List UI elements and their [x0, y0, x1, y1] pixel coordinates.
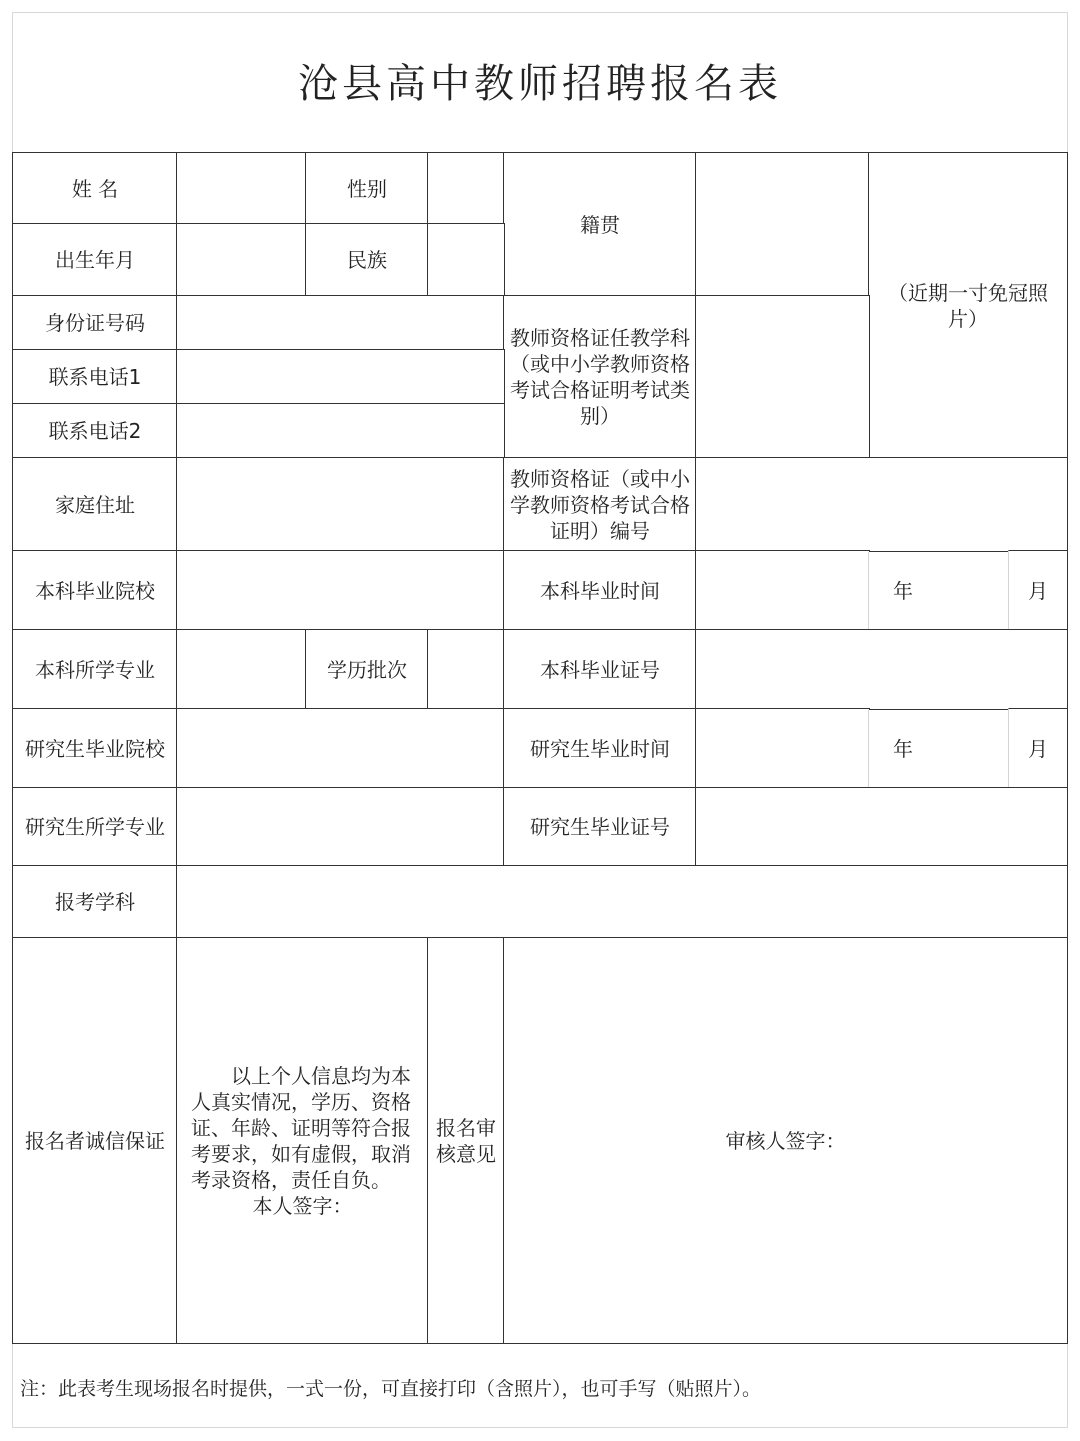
field-address[interactable]: [176, 457, 505, 552]
label-ug-cert-no: 本科毕业证号: [503, 629, 697, 710]
label-review-opinion: 报名审核意见: [427, 937, 505, 1344]
review-area[interactable]: [503, 937, 1068, 1344]
label-ug-grad-time: 本科毕业时间: [503, 550, 697, 631]
field-pg-cert-no[interactable]: [695, 787, 1068, 867]
self-signature-label: 本人签字：: [252, 1193, 353, 1218]
reviewer-signature-label: 审核人签字：: [725, 1128, 846, 1153]
field-cert-number[interactable]: [695, 457, 1068, 552]
label-ug-major: 本科所学专业: [12, 629, 178, 710]
pg-year-label: 年: [868, 710, 938, 787]
label-cert-subject: 教师资格证任教学科（或中小学教师资格考试合格证明考试类别）: [503, 295, 697, 459]
pg-month-label: 月: [1008, 708, 1068, 789]
label-gender: 性别: [305, 152, 429, 225]
label-phone1: 联系电话1: [12, 349, 178, 405]
field-id-number[interactable]: [176, 295, 505, 351]
page-title: 沧县高中教师招聘报名表: [298, 61, 782, 107]
field-pg-grad-year[interactable]: [695, 708, 870, 789]
label-native-place: 籍贯: [503, 152, 697, 297]
field-ug-grad-month[interactable]: [936, 552, 1010, 629]
field-ug-major[interactable]: [176, 629, 307, 710]
label-phone2: 联系电话2: [12, 403, 178, 459]
integrity-statement[interactable]: [176, 937, 429, 1344]
field-ug-grad-year[interactable]: [695, 550, 870, 631]
field-native-place[interactable]: [695, 152, 870, 297]
ug-year-label: 年: [868, 552, 938, 629]
photo-label: （近期一寸免冠照片）: [888, 280, 1048, 331]
field-edu-batch[interactable]: [427, 629, 505, 710]
label-address: 家庭住址: [12, 457, 178, 552]
field-subject[interactable]: [176, 865, 1068, 939]
label-integrity: 报名者诚信保证: [12, 937, 178, 1344]
footer-note: 注：此表考生现场报名时提供，一式一份，可直接打印（含照片），也可手写（贴照片）。: [20, 1378, 762, 1400]
label-pg-school: 研究生毕业院校: [12, 708, 178, 789]
ug-month-label: 月: [1008, 550, 1068, 631]
label-pg-major: 研究生所学专业: [12, 787, 178, 867]
field-ethnicity[interactable]: [427, 223, 505, 297]
field-ug-school[interactable]: [176, 550, 505, 631]
label-pg-grad-time: 研究生毕业时间: [503, 708, 697, 789]
field-phone2[interactable]: [176, 403, 505, 459]
label-cert-number: 教师资格证（或中小学教师资格考试合格证明）编号: [503, 457, 697, 552]
field-pg-school[interactable]: [176, 708, 505, 789]
label-id-number: 身份证号码: [12, 295, 178, 351]
field-name[interactable]: [176, 152, 307, 225]
oath-block: [183, 1063, 422, 1219]
field-pg-grad-month[interactable]: [936, 710, 1010, 787]
label-subject: 报考学科: [12, 865, 178, 939]
label-birth: 出生年月: [12, 223, 178, 297]
field-phone1[interactable]: [176, 349, 505, 405]
field-ug-cert-no[interactable]: [695, 629, 1068, 710]
field-cert-subject[interactable]: [695, 295, 870, 459]
field-gender[interactable]: [427, 152, 505, 225]
label-ethnicity: 民族: [305, 223, 429, 297]
label-ug-school: 本科毕业院校: [12, 550, 178, 631]
oath-text: 以上个人信息均为本人真实情况，学历、资格证、年龄、证明等符合报考要求，如有虚假，取消考录资格，责任自负。: [191, 1063, 411, 1192]
label-name: 姓 名: [12, 152, 178, 225]
label-pg-cert-no: 研究生毕业证号: [503, 787, 697, 867]
photo-area[interactable]: [868, 152, 1068, 459]
label-edu-batch: 学历批次: [305, 629, 429, 710]
field-birth[interactable]: [176, 223, 307, 297]
field-pg-major[interactable]: [176, 787, 505, 867]
